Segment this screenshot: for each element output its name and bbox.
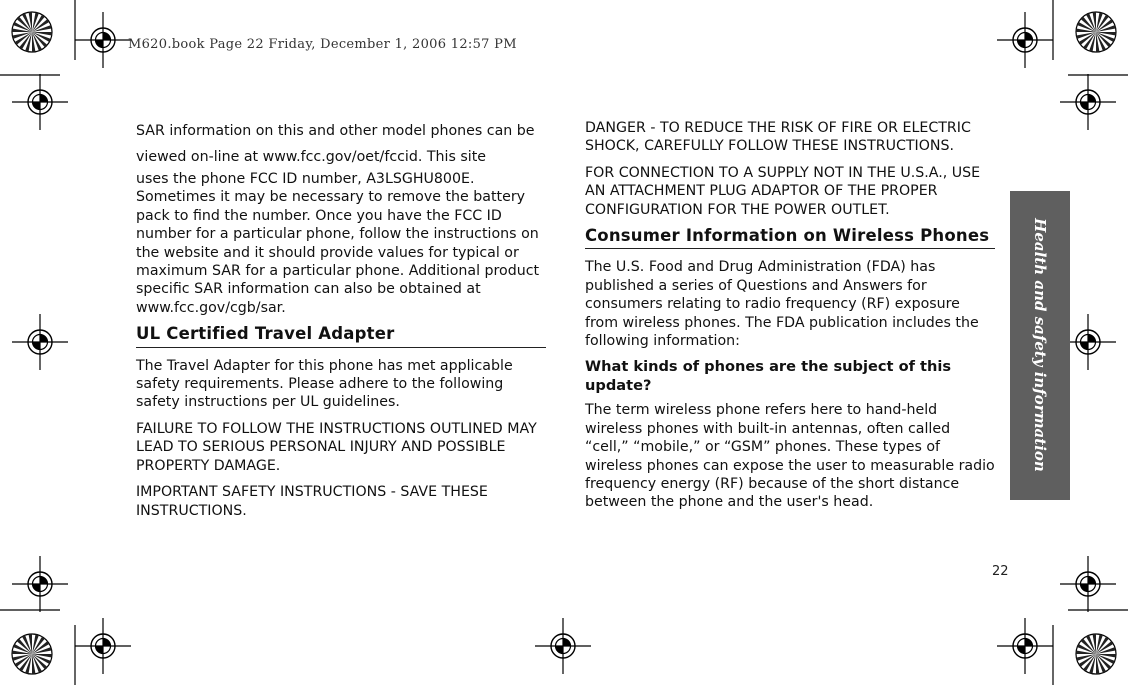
paragraph-adapter-safety: The Travel Adapter for this phone has met applicable safety requirements. Please adhere to the following safety instructions per UL guidelines. <box>136 357 513 411</box>
color-wheel-icon <box>1076 12 1116 52</box>
registration-mark-icon <box>12 556 68 612</box>
color-wheel-icon <box>1076 634 1116 674</box>
side-tab-label: Health and safety information <box>1031 218 1049 472</box>
registration-mark-icon <box>75 618 131 674</box>
page-number: 22 <box>992 564 1009 579</box>
section-heading-consumer-info: Consumer Information on Wireless Phones <box>585 227 995 249</box>
paragraph-failure-warning: FAILURE TO FOLLOW THE INSTRUCTIONS OUTLINED MAY LEAD TO SERIOUS PERSONAL INJURY AND POSSIBLE PROPERTY DAMAGE. <box>136 420 537 474</box>
paragraph-save-instructions: IMPORTANT SAFETY INSTRUCTIONS - SAVE THESE INSTRUCTIONS. <box>136 484 488 519</box>
paragraph-danger: DANGER - TO REDUCE THE RISK OF FIRE OR ELECTRIC SHOCK, CAREFULLY FOLLOW THESE INSTRUCTIONS. <box>585 120 971 155</box>
paragraph-sar-intro: SAR information on this and other model phones can be viewed on-line at www.fcc.gov/oet/fccid. This site <box>136 123 535 165</box>
paragraph-answer: The term wireless phone refers here to hand-held wireless phones with built-in antennas, often called “cell,” “mobile,” or “GSM” phones. These types of wireless phones can expose the user to measurable radio frequency energy (RF) because of the short distance between the phone and the user's head. <box>585 402 995 511</box>
question-heading: What kinds of phones are the subject of this update? <box>585 358 952 394</box>
registration-mark-icon <box>1060 556 1116 612</box>
paragraph-connection: FOR CONNECTION TO A SUPPLY NOT IN THE U.S.A., USE AN ATTACHMENT PLUG ADAPTOR OF THE PROPER CONFIGURATION FOR THE POWER OUTLET. <box>585 164 981 218</box>
registration-mark-icon <box>12 74 68 130</box>
registration-mark-icon <box>12 314 68 370</box>
left-column <box>136 119 546 528</box>
color-wheel-icon <box>12 12 52 52</box>
paragraph-fcc-id: uses the phone FCC ID number, A3LSGHU800E. Sometimes it may be necessary to remove the battery pack to find the number. Once you have the FCC ID number for a particular phone, follow the instructions on the website and it should provide values for typical or maximum SAR for a particular phone. Additional product specific SAR information can also be obtained at www.fcc.gov/cgb/sar. <box>136 171 540 316</box>
color-wheel-icon <box>12 634 52 674</box>
registration-mark-icon <box>1060 74 1116 130</box>
right-column <box>585 119 995 520</box>
section-heading-ul-adapter: UL Certified Travel Adapter <box>136 325 546 347</box>
registration-mark-icon <box>997 618 1053 674</box>
registration-mark-icon <box>535 618 591 674</box>
registration-mark-icon <box>997 12 1053 68</box>
registration-mark-icon <box>75 12 131 68</box>
paragraph-fda: The U.S. Food and Drug Administration (FDA) has published a series of Questions and Answers for consumers relating to radio frequency (RF) exposure from wireless phones. The FDA publication includes the following information: <box>585 259 979 350</box>
print-header: M620.book Page 22 Friday, December 1, 2006 12:57 PM <box>128 37 517 52</box>
